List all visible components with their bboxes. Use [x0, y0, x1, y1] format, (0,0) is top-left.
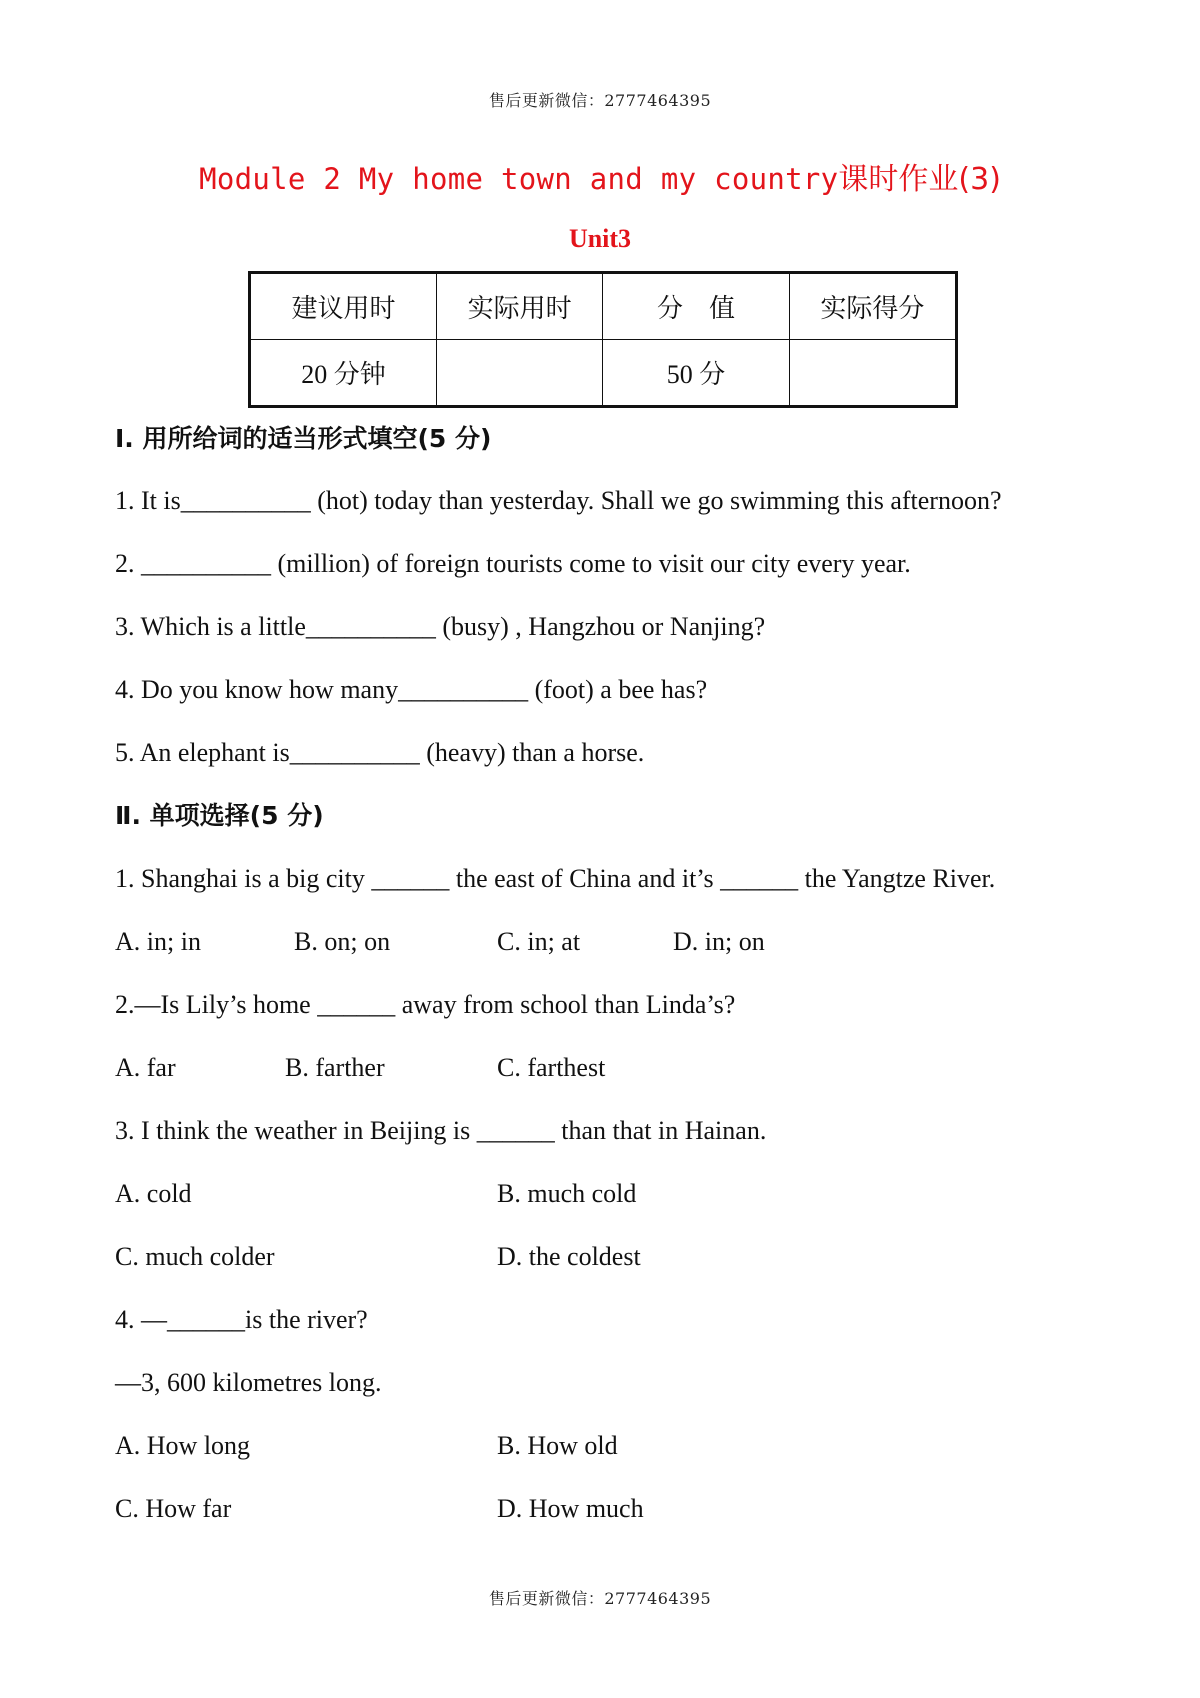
q2-stem: 2.—Is Lily’s home ______ away from school than Linda’s?: [115, 990, 736, 1019]
section1-item-5: 5. An elephant is__________ (heavy) than a horse.: [115, 738, 645, 767]
q4-stem: 4. —______is the river?: [115, 1305, 368, 1334]
q3-option-d: D. the coldest: [497, 1242, 641, 1271]
footer-note: 售后更新微信：2777464395: [488, 1589, 712, 1608]
q2-option-a: A. far: [115, 1053, 176, 1082]
header-score-value: 分 值: [603, 273, 789, 340]
section1-item-1: 1. It is__________ (hot) today than yesterday. Shall we go swimming this afternoon?: [115, 486, 1002, 515]
q3-option-c: C. much colder: [115, 1242, 275, 1271]
q4-answer: —3, 600 kilometres long.: [115, 1368, 382, 1397]
score-table-header-row: [250, 273, 957, 340]
page-title-en: Module 2 My home town and my country: [199, 162, 839, 196]
header-actual-score: 实际得分: [789, 273, 956, 340]
q1-option-a: A. in; in: [115, 927, 201, 956]
section1-item-2: 2. __________ (million) of foreign tourists come to visit our city every year.: [115, 549, 911, 578]
section1-item-3: 3. Which is a little__________ (busy) , Hangzhou or Nanjing?: [115, 612, 766, 641]
q1-option-c: C. in; at: [497, 927, 581, 956]
q1-option-b: B. on; on: [294, 927, 391, 956]
q4-option-d: D. How much: [497, 1494, 644, 1523]
score-table-value-row: [250, 340, 957, 407]
page-title: [0, 154, 1200, 198]
page-title-cn: 课时作业(3): [838, 162, 1001, 197]
q4-option-b: B. How old: [497, 1431, 618, 1460]
value-actual-score: [789, 340, 956, 407]
unit-subtitle: Unit3: [568, 224, 632, 253]
value-score: 50 分: [603, 340, 789, 407]
q2-option-b: B. farther: [285, 1053, 385, 1082]
q4-option-a: A. How long: [115, 1431, 251, 1460]
header-actual-time: 实际用时: [436, 273, 602, 340]
section1-item-4: 4. Do you know how many__________ (foot) a bee has?: [115, 675, 708, 704]
score-table: [248, 271, 958, 408]
q1-option-d: D. in; on: [673, 927, 765, 956]
header-suggested-time: 建议用时: [250, 273, 437, 340]
section1-title: Ⅰ. 用所给词的适当形式填空(5 分): [115, 424, 492, 453]
q3-stem: 3. I think the weather in Beijing is ______ than that in Hainan.: [115, 1116, 767, 1145]
q3-option-a: A. cold: [115, 1179, 192, 1208]
value-suggested-time: 20 分钟: [250, 340, 437, 407]
q4-option-c: C. How far: [115, 1494, 232, 1523]
q1-stem: 1. Shanghai is a big city ______ the east of China and it’s ______ the Yangtze River.: [115, 864, 996, 893]
header-note: 售后更新微信：2777464395: [488, 91, 712, 110]
q2-option-c: C. farthest: [497, 1053, 606, 1082]
section2-title: Ⅱ. 单项选择(5 分): [115, 801, 324, 830]
value-actual-time: [436, 340, 602, 407]
q3-option-b: B. much cold: [497, 1179, 637, 1208]
